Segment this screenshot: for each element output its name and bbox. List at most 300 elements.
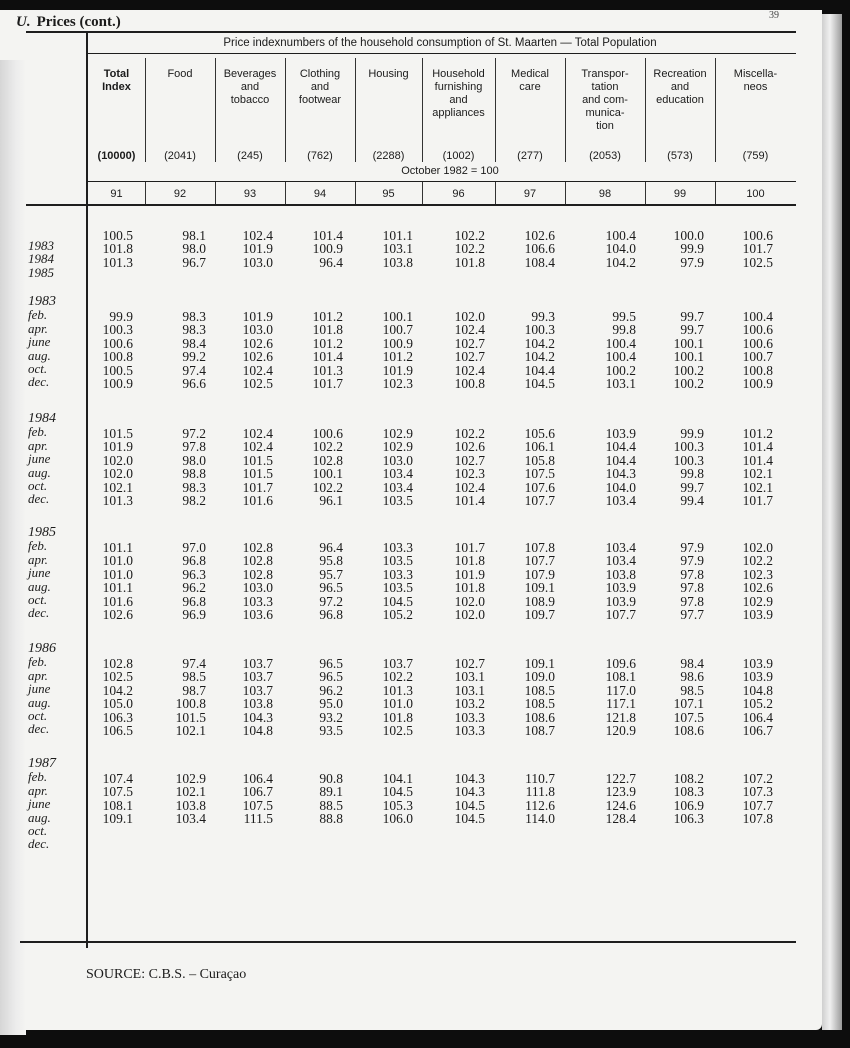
cell-value: 101.0: [102, 566, 133, 582]
cell-value: 104.5: [382, 593, 413, 609]
cell-value: 102.4: [454, 479, 485, 495]
cell-value: 103.9: [605, 593, 636, 609]
section-name: Prices (cont.): [36, 14, 121, 30]
cell-value: 101.6: [102, 593, 133, 609]
column-weight: (762): [307, 150, 333, 162]
cell-value: 102.0: [454, 607, 485, 623]
row-label: aug.: [28, 578, 51, 594]
cell-value: 108.7: [524, 723, 555, 739]
cell-value: 98.5: [182, 669, 206, 685]
cell-value: 102.2: [312, 479, 343, 495]
cell-value: 98.4: [182, 335, 206, 351]
column-weight: (245): [237, 150, 263, 162]
cell-value: 108.2: [673, 771, 704, 786]
cell-value: [283, 839, 343, 852]
cell-value: 101.4: [312, 349, 343, 365]
cell-value: 97.7: [680, 607, 704, 623]
cell-value: 100.8: [175, 696, 206, 712]
cell-value: 103.9: [742, 607, 773, 623]
cell-value: 104.3: [454, 784, 485, 800]
value-column: [576, 229, 636, 269]
cell-value: 101.8: [454, 580, 485, 596]
column-weight: (277): [517, 150, 543, 162]
cell-value: 104.0: [605, 241, 636, 257]
value-column: [425, 541, 485, 621]
value-column: [495, 229, 555, 269]
column-divider: [715, 58, 716, 162]
cell-value: 98.3: [182, 479, 206, 495]
cell-value: 124.6: [605, 797, 636, 813]
cell-value: 95.7: [319, 566, 343, 582]
column-weight: (2053): [589, 150, 621, 162]
cell-value: 102.8: [242, 553, 273, 569]
cell-value: 101.8: [454, 553, 485, 569]
column-header: Miscella- neos: [733, 68, 778, 93]
row-label: june: [28, 681, 51, 697]
cell-value: 102.7: [454, 349, 485, 365]
column-number-divider: [495, 182, 496, 204]
column-number: 99: [673, 188, 687, 200]
bottom-rule: [20, 941, 796, 943]
value-column: [353, 541, 413, 621]
cell-value: 100.9: [382, 335, 413, 351]
column-header: Total Index: [102, 68, 131, 93]
cell-value: 104.4: [605, 452, 636, 468]
cell-value: 96.8: [319, 607, 343, 623]
value-column: [353, 772, 413, 852]
cell-value: 99.7: [680, 322, 704, 338]
cell-value: 101.7: [742, 241, 773, 257]
cell-value: 101.0: [102, 553, 133, 569]
value-column: [495, 427, 555, 507]
cell-value: 102.7: [454, 335, 485, 351]
cell-value: 109.0: [524, 669, 555, 685]
cell-value: 98.4: [680, 656, 704, 671]
cell-value: 101.4: [742, 452, 773, 468]
cell-value: 99.8: [680, 466, 704, 482]
value-column: [644, 427, 704, 507]
row-label: apr.: [28, 437, 48, 453]
cell-value: [713, 826, 773, 839]
column-number-divider: [422, 182, 423, 204]
cell-value: 103.4: [605, 540, 636, 555]
column-header: Food: [167, 68, 193, 80]
column-divider: [145, 58, 146, 162]
cell-value: 107.6: [524, 479, 555, 495]
column-number: 97: [523, 188, 537, 200]
value-column: [495, 772, 555, 852]
cell-value: 106.7: [242, 784, 273, 800]
column-header: Beverages and tobacco: [223, 68, 277, 106]
cell-value: 96.5: [319, 580, 343, 596]
column-header: Clothing and footwear: [298, 68, 342, 106]
cell-value: 102.9: [175, 771, 206, 786]
cell-value: 93.5: [319, 723, 343, 739]
column-header: Recreation and education: [653, 68, 707, 106]
cell-value: 98.1: [182, 228, 206, 243]
cell-value: 103.7: [382, 656, 413, 671]
row-label: aug.: [28, 347, 51, 363]
column-number: 96: [452, 188, 465, 200]
value-column: [353, 310, 413, 390]
row-label: aug.: [28, 694, 51, 710]
cell-value: 121.8: [605, 709, 636, 725]
cell-value: [644, 839, 704, 852]
column-number-divider: [645, 182, 646, 204]
cell-value: 103.8: [605, 566, 636, 582]
cell-value: 107.7: [524, 553, 555, 569]
cell-value: 105.8: [524, 452, 555, 468]
page-binding-shadow: [0, 60, 26, 1035]
column-divider: [285, 58, 286, 162]
cell-value: 104.4: [524, 362, 555, 378]
cell-value: [713, 839, 773, 852]
row-label: june: [28, 796, 51, 812]
cell-value: 103.2: [454, 696, 485, 712]
cell-value: 89.1: [319, 784, 343, 800]
cell-value: 101.0: [382, 696, 413, 712]
cell-value: 101.3: [102, 493, 133, 509]
value-column: [353, 657, 413, 737]
cell-value: 96.4: [319, 254, 343, 270]
cell-value: 98.5: [680, 682, 704, 698]
cell-value: 102.0: [742, 540, 773, 555]
value-column: [283, 657, 343, 737]
cell-value: 103.0: [242, 254, 273, 270]
cell-value: 110.7: [525, 771, 555, 786]
cell-value: 102.4: [242, 362, 273, 378]
cell-value: 96.8: [182, 593, 206, 609]
base-period: October 1982 = 100: [401, 165, 499, 177]
cell-value: 100.1: [382, 309, 413, 324]
cell-value: 100.4: [605, 349, 636, 365]
cell-value: 104.8: [242, 723, 273, 739]
row-label: aug.: [28, 464, 51, 480]
cell-value: 102.0: [454, 593, 485, 609]
cell-value: [73, 839, 133, 852]
cell-value: 98.3: [182, 309, 206, 324]
column-number-divider: [215, 182, 216, 204]
cell-value: 103.3: [382, 540, 413, 555]
cell-value: 97.2: [182, 426, 206, 441]
cell-value: 100.5: [102, 362, 133, 378]
cell-value: 97.2: [319, 593, 343, 609]
cell-value: 103.7: [242, 682, 273, 698]
value-column: [644, 657, 704, 737]
cell-value: 99.3: [531, 309, 555, 324]
value-column: [713, 427, 773, 507]
cell-value: 101.9: [102, 439, 133, 455]
value-column: [576, 657, 636, 737]
cell-value: 102.6: [454, 439, 485, 455]
value-column: [644, 772, 704, 852]
cell-value: 107.5: [242, 797, 273, 813]
cell-value: 100.3: [102, 322, 133, 338]
cell-value: 103.9: [742, 656, 773, 671]
row-label-group: [28, 526, 56, 620]
header-bottom-rule: [26, 204, 796, 206]
cell-value: 102.9: [382, 426, 413, 441]
cell-value: 103.0: [242, 322, 273, 338]
cell-value: 101.2: [312, 309, 343, 324]
column-number: 93: [243, 188, 257, 200]
cell-value: 102.8: [102, 656, 133, 671]
cell-value: 102.5: [242, 376, 273, 392]
cell-value: 102.0: [454, 309, 485, 324]
column-number: 95: [382, 188, 395, 200]
cell-value: [576, 826, 636, 839]
row-label-group: [28, 757, 56, 851]
cell-value: 97.9: [680, 254, 704, 270]
value-column: [73, 657, 133, 737]
column-divider: [215, 58, 216, 162]
cell-value: 114.0: [525, 811, 555, 827]
cell-value: 103.3: [382, 566, 413, 582]
cell-value: 95.8: [319, 553, 343, 569]
cell-value: [576, 839, 636, 852]
cell-value: 100.6: [742, 322, 773, 338]
table-title: Price indexnumbers of the household consumption of St. Maarten — Total Population: [223, 37, 657, 49]
cell-value: 102.2: [454, 241, 485, 257]
column-number: 98: [598, 188, 612, 200]
cell-value: 104.2: [524, 349, 555, 365]
value-column: [283, 229, 343, 269]
value-column: [213, 657, 273, 737]
column-divider: [495, 58, 496, 162]
cell-value: 101.3: [382, 682, 413, 698]
value-column: [73, 310, 133, 390]
value-column: [713, 310, 773, 390]
cell-value: 102.1: [175, 784, 206, 800]
cell-value: 102.5: [102, 669, 133, 685]
cell-value: 97.0: [182, 540, 206, 555]
cell-value: 103.8: [242, 696, 273, 712]
column-number: 91: [110, 188, 123, 200]
cell-value: 106.0: [382, 811, 413, 827]
top-rule: [26, 31, 796, 33]
cell-value: 106.3: [102, 709, 133, 725]
title-underline: [88, 53, 796, 54]
cell-value: 103.0: [242, 580, 273, 596]
cell-value: 108.5: [524, 696, 555, 712]
cell-value: 102.2: [382, 669, 413, 685]
cell-value: 106.7: [742, 723, 773, 739]
cell-value: 120.9: [605, 723, 636, 739]
cell-value: 108.6: [524, 709, 555, 725]
value-column: [213, 427, 273, 507]
cell-value: 104.2: [605, 254, 636, 270]
cell-value: 105.3: [382, 797, 413, 813]
cell-value: 96.6: [182, 376, 206, 392]
cell-value: 100.3: [524, 322, 555, 338]
cell-value: 97.8: [680, 580, 704, 596]
cell-value: 101.6: [242, 493, 273, 509]
cell-value: 103.3: [454, 723, 485, 739]
value-column: [713, 229, 773, 269]
cell-value: 101.4: [312, 228, 343, 243]
cell-value: 88.8: [319, 811, 343, 827]
value-column: [73, 229, 133, 269]
cell-value: 104.5: [382, 784, 413, 800]
cell-value: 100.1: [673, 349, 704, 365]
cell-value: 109.1: [102, 811, 133, 827]
cell-value: 102.4: [242, 426, 273, 441]
value-column: [425, 427, 485, 507]
cell-value: 102.8: [242, 566, 273, 582]
row-label: june: [28, 565, 51, 581]
section-title: [16, 14, 121, 31]
cell-value: 102.5: [742, 254, 773, 270]
cell-value: 97.4: [182, 362, 206, 378]
cell-value: 103.8: [382, 254, 413, 270]
cell-value: 104.8: [742, 682, 773, 698]
cell-value: 100.4: [605, 335, 636, 351]
cell-value: 105.2: [382, 607, 413, 623]
cell-value: 101.4: [742, 439, 773, 455]
cell-value: 107.2: [742, 771, 773, 786]
value-column: [353, 229, 413, 269]
cell-value: 105.2: [742, 696, 773, 712]
value-column: [213, 310, 273, 390]
row-label: oct.: [28, 361, 48, 377]
cell-value: 103.3: [454, 709, 485, 725]
cell-value: 105.0: [102, 696, 133, 712]
cell-value: 103.1: [382, 241, 413, 257]
column-weight: (10000): [97, 150, 136, 162]
cell-value: 101.2: [742, 426, 773, 441]
value-column: [283, 772, 343, 852]
column-number: 94: [313, 188, 327, 200]
row-label-group: [28, 642, 56, 736]
cell-value: 104.1: [382, 771, 413, 786]
cell-value: [353, 839, 413, 852]
column-divider: [355, 58, 356, 162]
cell-value: 102.6: [742, 580, 773, 596]
value-column: [146, 541, 206, 621]
cell-value: 100.2: [673, 376, 704, 392]
cell-value: 104.5: [454, 811, 485, 827]
column-weight: (573): [667, 150, 693, 162]
cell-value: 101.2: [382, 349, 413, 365]
cell-value: 104.3: [454, 771, 485, 786]
row-label: june: [28, 451, 51, 467]
value-column: [495, 657, 555, 737]
value-column: [495, 541, 555, 621]
value-column: [353, 427, 413, 507]
cell-value: [213, 839, 273, 852]
cell-value: 108.5: [524, 682, 555, 698]
cell-value: 96.2: [319, 682, 343, 698]
column-number-divider: [145, 182, 146, 204]
cell-value: 102.6: [524, 228, 555, 243]
column-weight: (2041): [164, 150, 196, 162]
cell-value: 101.5: [242, 452, 273, 468]
cell-value: 111.5: [243, 811, 273, 827]
cell-value: 103.4: [605, 493, 636, 509]
cell-value: 103.7: [242, 656, 273, 671]
cell-value: 106.9: [673, 797, 704, 813]
cell-value: 106.1: [524, 439, 555, 455]
cell-value: 107.8: [742, 811, 773, 827]
cell-value: 106.4: [742, 709, 773, 725]
row-label: apr.: [28, 667, 48, 683]
cell-value: 108.3: [673, 784, 704, 800]
row-label: oct.: [28, 823, 48, 839]
cell-value: 103.4: [382, 479, 413, 495]
cell-value: 100.3: [673, 439, 704, 455]
cell-value: 102.6: [242, 335, 273, 351]
cell-value: 106.4: [242, 771, 273, 786]
row-label: dec.: [28, 605, 50, 621]
cell-value: [495, 826, 555, 839]
cell-value: 103.0: [382, 452, 413, 468]
cell-value: 102.4: [242, 228, 273, 243]
cell-value: 99.7: [680, 479, 704, 495]
cell-value: 102.4: [242, 439, 273, 455]
cell-value: 102.4: [454, 322, 485, 338]
cell-value: 101.9: [382, 362, 413, 378]
cell-value: 100.6: [742, 228, 773, 243]
value-column: [283, 427, 343, 507]
cell-value: [425, 826, 485, 839]
cell-value: 109.6: [605, 656, 636, 671]
row-label: june: [28, 334, 51, 350]
cell-value: 98.0: [182, 452, 206, 468]
section-letter: U.: [16, 14, 31, 30]
row-label: feb.: [28, 769, 48, 785]
cell-value: 108.1: [605, 669, 636, 685]
cell-value: 111.8: [525, 784, 555, 800]
cell-value: 100.6: [312, 426, 343, 441]
value-column: [213, 541, 273, 621]
cell-value: 112.6: [525, 797, 555, 813]
cell-value: 101.3: [312, 362, 343, 378]
cell-value: 100.9: [102, 376, 133, 392]
cell-value: 107.8: [524, 540, 555, 555]
cell-value: 102.2: [454, 228, 485, 243]
row-label: dec.: [28, 721, 50, 737]
cell-value: 101.9: [454, 566, 485, 582]
cell-value: 98.6: [680, 669, 704, 685]
year-label: 1987: [28, 756, 56, 771]
cell-value: [213, 826, 273, 839]
cell-value: 102.9: [382, 439, 413, 455]
cell-value: 100.7: [382, 322, 413, 338]
cell-value: 106.3: [673, 811, 704, 827]
value-column: [146, 229, 206, 269]
column-header: Transpor- tation and com- munica- tion: [581, 68, 629, 132]
cell-value: 100.8: [742, 362, 773, 378]
value-column: [713, 541, 773, 621]
cell-value: 102.0: [102, 452, 133, 468]
value-column: [146, 310, 206, 390]
column-divider: [645, 58, 646, 162]
cell-value: 99.9: [680, 426, 704, 441]
cell-value: 108.6: [673, 723, 704, 739]
cell-value: 102.9: [742, 593, 773, 609]
cell-value: 96.5: [319, 656, 343, 671]
cell-value: 96.4: [319, 540, 343, 555]
cell-value: 102.6: [242, 349, 273, 365]
column-weight: (2288): [372, 150, 405, 162]
cell-value: 100.9: [312, 241, 343, 257]
cell-value: 109.7: [524, 607, 555, 623]
cell-value: 100.6: [742, 335, 773, 351]
cell-value: [425, 839, 485, 852]
cell-value: 104.4: [605, 439, 636, 455]
cell-value: 102.1: [742, 479, 773, 495]
cell-value: 104.2: [524, 335, 555, 351]
